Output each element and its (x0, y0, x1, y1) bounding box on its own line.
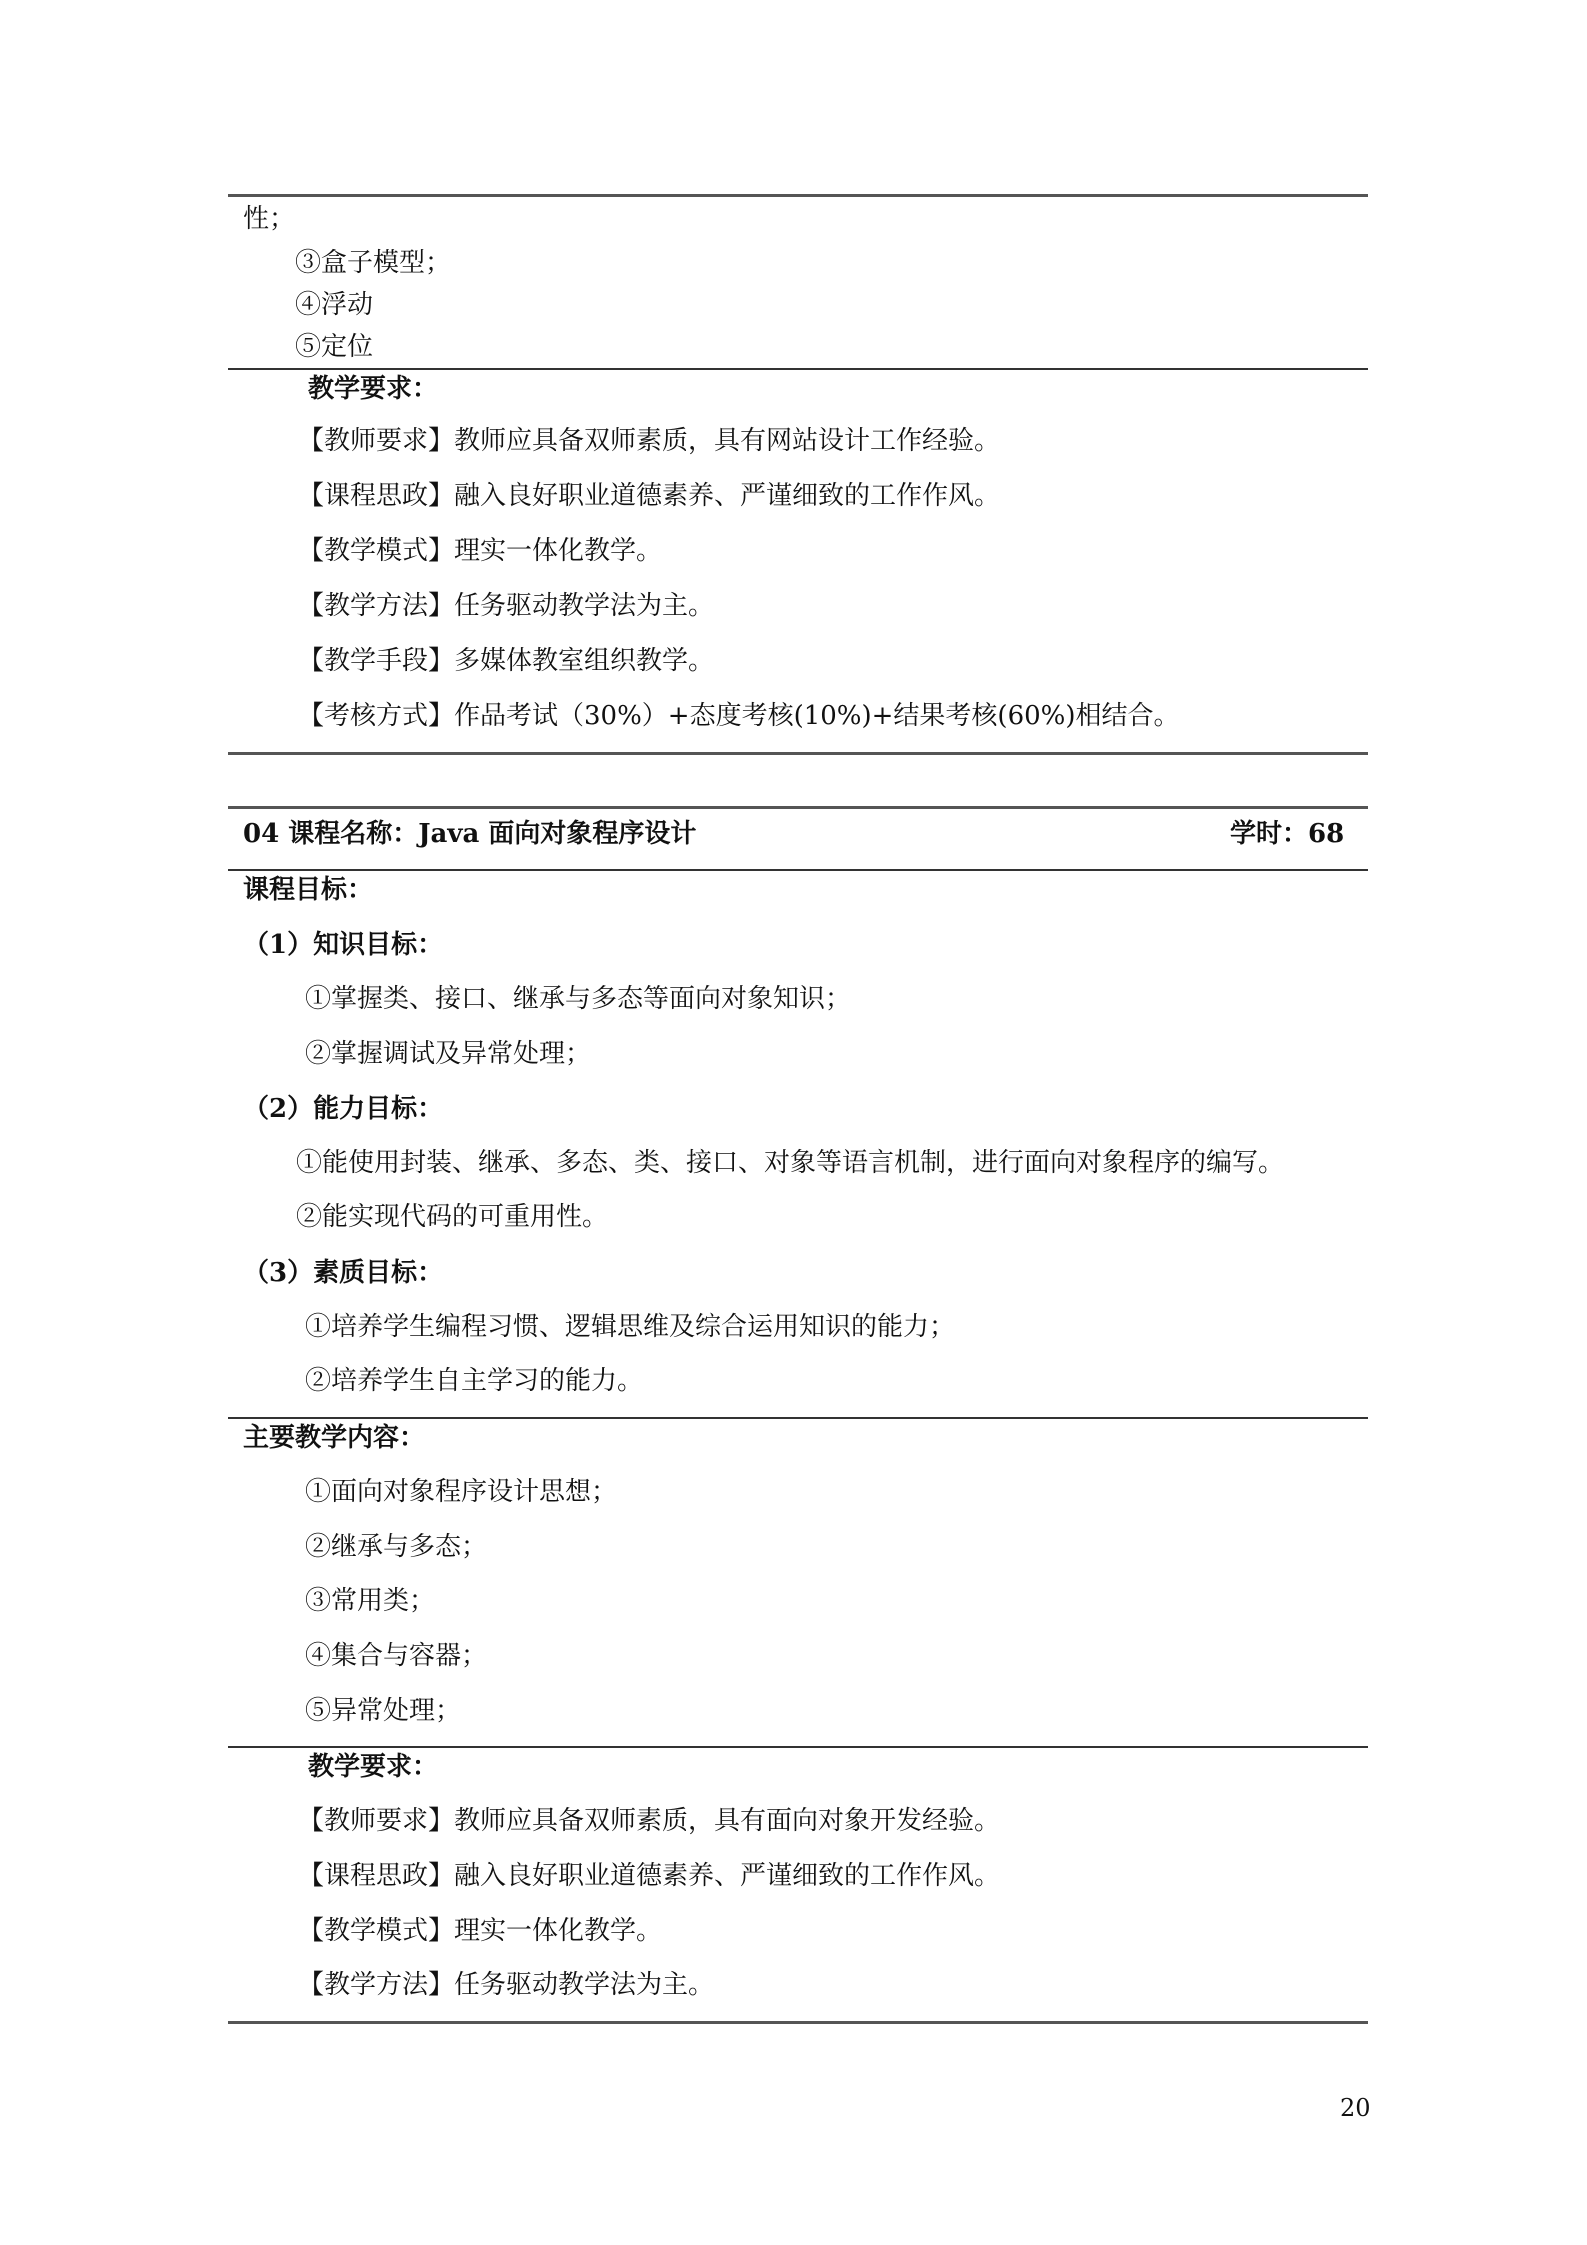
content-item: ③常用类； (305, 1586, 436, 1616)
goal-heading: （3）素质目标： (243, 1258, 444, 1288)
goal-item: ②能实现代码的可重用性。 (296, 1202, 609, 1232)
content-item: ④浮动 (295, 290, 374, 320)
requirement-item: 【课程思政】融入良好职业道德素养、严谨细致的工作作风。 (298, 1861, 1001, 1891)
content-item: ②继承与多态； (305, 1532, 488, 1562)
goal-item: ①掌握类、接口、继承与多态等面向对象知识； (305, 984, 852, 1014)
course-top-border (228, 806, 1368, 809)
content-item: ⑤异常处理； (305, 1696, 462, 1726)
requirement-item: 【教学手段】多媒体教室组织教学。 (298, 646, 715, 676)
content-item: ④集合与容器； (305, 1641, 488, 1671)
requirement-item: 【考核方式】作品考试（30%）+态度考核(10%)+结果考核(60%)相结合。 (298, 701, 1180, 731)
goals-heading: 课程目标： (243, 875, 374, 905)
requirement-item: 【课程思政】融入良好职业道德素养、严谨细致的工作作风。 (298, 481, 1001, 511)
table-top-border (228, 194, 1368, 197)
section-divider (228, 1417, 1368, 1419)
content-item: ⑤定位 (295, 332, 374, 362)
content-item: ③盒子模型； (295, 248, 452, 278)
requirement-item: 【教师要求】教师应具备双师素质，具有网站设计工作经验。 (298, 426, 1001, 456)
section-divider (228, 1746, 1368, 1748)
content-item: ①面向对象程序设计思想； (305, 1477, 618, 1507)
table-bottom-border (228, 752, 1368, 755)
req-heading: 教学要求： (308, 1752, 439, 1782)
page-number: 20 (1340, 2094, 1371, 2122)
goal-item: ②培养学生自主学习的能力。 (305, 1366, 644, 1396)
content-item: 性； (243, 204, 296, 234)
goal-item: ①能使用封装、继承、多态、类、接口、对象等语言机制，进行面向对象程序的编写。 (296, 1148, 1285, 1178)
goal-item: ②掌握调试及异常处理； (305, 1039, 592, 1069)
goal-heading: （2）能力目标： (243, 1094, 444, 1124)
section-divider (228, 869, 1368, 871)
requirement-item: 【教学模式】理实一体化教学。 (298, 536, 663, 566)
goal-heading: （1）知识目标： (243, 930, 444, 960)
requirement-item: 【教学方法】任务驱动教学法为主。 (298, 1970, 715, 2000)
course-title: 04 课程名称：Java 面向对象程序设计 (243, 819, 697, 849)
course-hours: 学时：68 (1230, 819, 1345, 849)
requirement-item: 【教师要求】教师应具备双师素质，具有面向对象开发经验。 (298, 1806, 1001, 1836)
req-heading: 教学要求： (308, 374, 439, 404)
course-bottom-border (228, 2021, 1368, 2024)
goal-item: ①培养学生编程习惯、逻辑思维及综合运用知识的能力； (305, 1312, 956, 1342)
content-heading: 主要教学内容： (243, 1423, 426, 1453)
section-divider (228, 368, 1368, 370)
requirement-item: 【教学方法】任务驱动教学法为主。 (298, 591, 715, 621)
requirement-item: 【教学模式】理实一体化教学。 (298, 1916, 663, 1946)
